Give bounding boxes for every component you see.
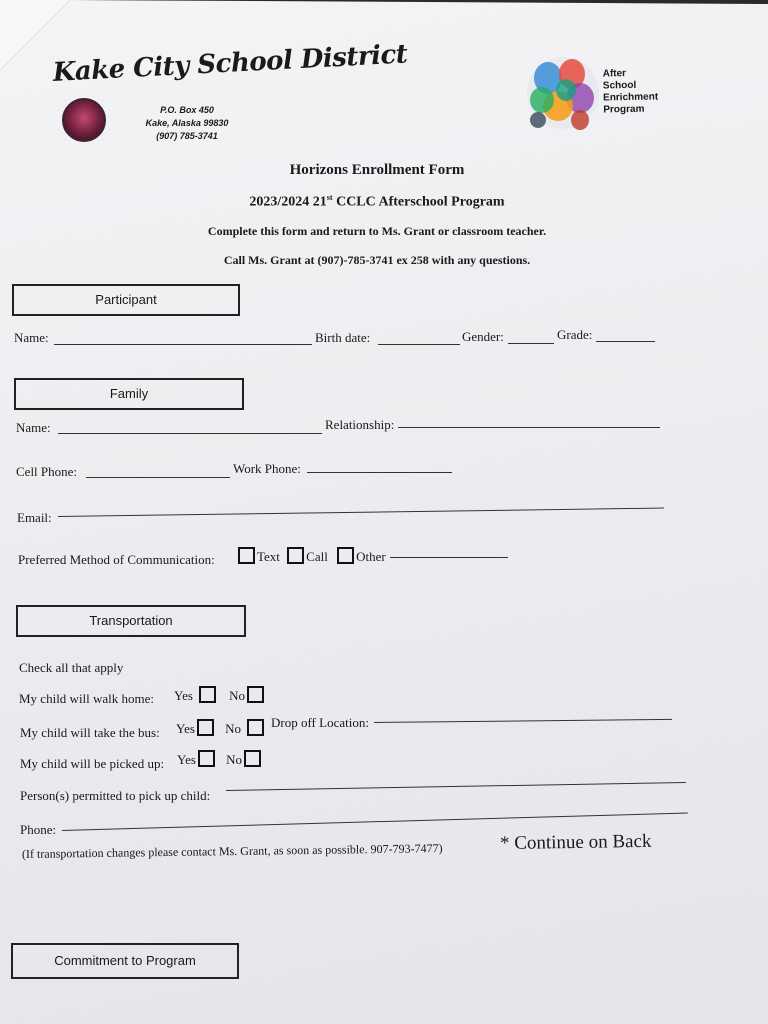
relationship-field[interactable] (398, 427, 660, 428)
picked-yes-checkbox[interactable] (198, 750, 215, 767)
family-section-header: Family (14, 378, 244, 410)
call-option-label: Call (306, 549, 328, 564)
bus-label: My child will take the bus: (20, 725, 160, 740)
program-title-sup: st (326, 193, 333, 202)
dropoff-label: Drop off Location: (271, 715, 369, 730)
commitment-section-header: Commitment to Program (11, 943, 239, 979)
no-label: No (229, 688, 246, 703)
gender-field[interactable] (508, 343, 554, 344)
bus-yes-checkbox[interactable] (197, 719, 214, 736)
address-line: (907) 785-3741 (156, 131, 218, 141)
work-phone-field[interactable] (307, 472, 452, 473)
contact-info: Call Ms. Grant at (907)-785-3741 ex 258 with any questions. (223, 253, 531, 267)
grade-field[interactable] (596, 341, 655, 342)
walk-home-options (174, 686, 266, 704)
district-seal-logo (62, 98, 106, 142)
phone-label: Phone: (20, 822, 57, 837)
participant-section-header: Participant (12, 284, 240, 316)
continue-on-back: * Continue on Back (499, 830, 652, 854)
transportation-section-header: Transportation (16, 605, 246, 637)
address-line: P.O. Box 450 (160, 105, 214, 115)
logo-line: Program (603, 103, 645, 116)
yes-label: Yes (176, 721, 195, 736)
district-address (132, 104, 242, 143)
relationship-label: Relationship: (325, 417, 395, 432)
program-logo-text (603, 68, 659, 117)
work-phone-label: Work Phone: (233, 461, 301, 476)
picked-up-options (177, 750, 263, 768)
participant-name-field[interactable] (54, 344, 312, 345)
yes-label: Yes (174, 688, 193, 703)
birth-date-field[interactable] (378, 344, 460, 345)
logo-line: After (602, 68, 627, 80)
district-name: Kake City School District (52, 39, 408, 88)
other-checkbox[interactable] (337, 547, 354, 564)
text-option-label: Text (257, 549, 280, 564)
email-label: Email: (17, 510, 52, 525)
cell-phone-label: Cell Phone: (16, 464, 78, 479)
transportation-note: (If transportation changes please contact Ms. Grant, as soon as possible. 907-793-7477) (21, 841, 443, 861)
participant-name-label: Name: (14, 330, 49, 345)
picked-up-label: My child will be picked up: (20, 756, 165, 771)
address-line: Kake, Alaska 99830 (145, 118, 229, 128)
instructions: Complete this form and return to Ms. Grant or classroom teacher. (207, 224, 547, 238)
walk-home-label: My child will walk home: (19, 691, 155, 706)
grade-label: Grade: (557, 327, 593, 342)
no-label: No (225, 721, 242, 736)
no-label: No (226, 752, 243, 767)
cell-phone-field[interactable] (86, 477, 230, 478)
walk-yes-checkbox[interactable] (199, 686, 216, 703)
birth-date-label: Birth date: (315, 330, 371, 345)
program-title-a: 2023/2024 21 (249, 194, 327, 210)
picked-no-checkbox[interactable] (244, 750, 261, 767)
communication-options (236, 547, 386, 565)
walk-no-checkbox[interactable] (247, 686, 264, 703)
logo-line: Enrichment (603, 91, 659, 104)
text-checkbox[interactable] (238, 547, 255, 564)
bus-no-checkbox[interactable] (247, 719, 264, 736)
other-option-label: Other (356, 549, 386, 564)
preferred-communication-label: Preferred Method of Communication: (18, 552, 215, 567)
bus-options (176, 719, 266, 737)
gender-label: Gender: (462, 329, 504, 344)
call-checkbox[interactable] (287, 547, 304, 564)
program-title-b: CCLC Afterschool Program (332, 194, 505, 210)
handprints-logo (520, 48, 606, 138)
yes-label: Yes (177, 752, 196, 767)
family-name-field[interactable] (58, 433, 322, 434)
logo-line: School (602, 79, 637, 92)
family-name-label: Name: (16, 420, 51, 435)
other-method-field[interactable] (390, 557, 508, 558)
persons-permitted-label: Person(s) permitted to pick up child: (20, 788, 211, 803)
check-all-text: Check all that apply (19, 660, 124, 675)
program-title (0, 193, 754, 211)
form-title: Horizons Enrollment Form (289, 162, 465, 178)
